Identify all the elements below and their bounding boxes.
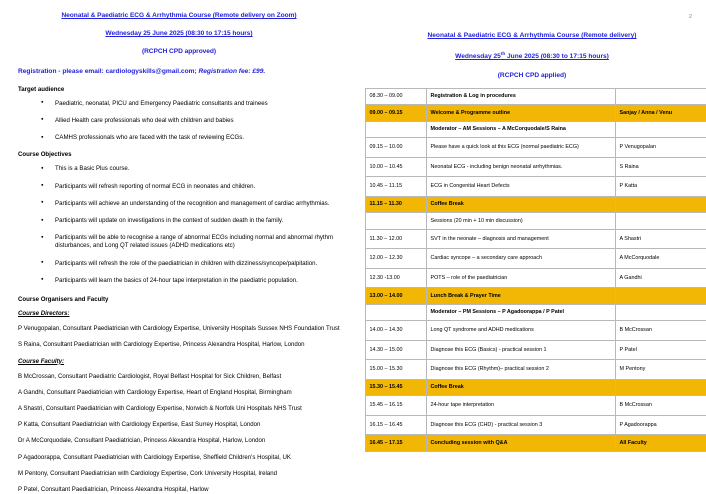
schedule-table	[365, 88, 706, 452]
cell-topic: Concluding session with Q&A	[427, 435, 616, 451]
cell-time: 08.30 – 09.00	[366, 88, 427, 104]
table-row	[366, 157, 706, 176]
list-item: ● CAMHS professionals who are faced with the task of reviewing ECGs.	[8, 134, 350, 142]
cell-time	[366, 304, 427, 320]
cell-time: 12.30 -13.00	[366, 268, 427, 287]
cell-topic: Long QT syndrome and ADHD medications	[427, 321, 616, 340]
faculty-line: A Gandhi, Consultant Paediatrician with Cardiology Expertise, Heart of England Hospital, Birmingham	[18, 389, 348, 397]
cell-speaker: All Faculty	[616, 435, 706, 451]
list-item: ● Participants will refresh reporting of normal ECG in neonates and children.	[8, 183, 350, 191]
list-item: ● Participants will achieve an understanding of the recognition and management of cardiac arrhythmias.	[8, 200, 350, 208]
faculty-line: B McCrossan, Consultant Paediatric Cardiologist, Royal Belfast Hospital for Sick Children, Belfast	[18, 373, 348, 381]
list-item: ● Participants will be able to recognise a range of abnormal ECGs including normal and abnormal rhythm disturbances, and Long QT related issues (ADHD medications etc)	[8, 234, 350, 250]
table-row	[366, 396, 706, 415]
date-ordinal-suffix: th	[501, 51, 505, 56]
course-date-left: Wednesday 25 June 2025 (08:30 to 17:15 hours)	[8, 30, 350, 38]
faculty-line: M Pentony, Consultant Paediatrician with Cardiology Expertise, Cork University Hospital, Ireland	[18, 470, 348, 478]
cell-time: 11.30 – 12.00	[366, 229, 427, 248]
cell-topic: Sessions (20 min + 10 min discussion)	[427, 213, 616, 229]
cell-topic: Diagnose this ECG (Basics) - practical session 1	[427, 340, 616, 359]
table-row	[366, 249, 706, 268]
list-item: ● This is a Basic Plus course.	[8, 165, 350, 173]
cell-topic: Please have a quick look at this ECG (normal paediatric ECG)	[427, 138, 616, 157]
page-number: 2	[689, 14, 692, 20]
course-date-right	[358, 51, 706, 61]
cpd-status-left: (RCPCH CPD approved)	[8, 48, 350, 56]
table-row	[366, 121, 706, 137]
cell-time	[366, 213, 427, 229]
registration-line	[18, 68, 350, 75]
list-item: ● Participants will learn the basics of 24-hour tape interpretation in the paediatric population.	[8, 277, 350, 285]
cell-topic: Neonatal ECG - including benign neonatal arrhythmias.	[427, 157, 616, 176]
target-audience-heading: Target audience	[18, 86, 350, 93]
faculty-line: P Katta, Consultant Paediatrician with Cardiology Expertise, East Surrey Hospital, London	[18, 421, 348, 429]
list-item: ● Participants will refresh the role of the paediatrician in children with dizziness/syncope/palpitation.	[8, 260, 350, 268]
faculty-line: P Venugopalan, Consultant Paediatrician with Cardiology Expertise, University Hospitals Sussex NHS Foundation Trust	[18, 325, 348, 333]
cell-speaker	[616, 288, 706, 304]
cell-topic: ECG in Congenital Heart Defects	[427, 177, 616, 196]
cell-time: 10.00 – 10.45	[366, 157, 427, 176]
table-row	[366, 321, 706, 340]
table-row	[366, 379, 706, 395]
cell-time: 16.15 – 16.45	[366, 415, 427, 434]
cell-topic: Registration & Log in procedures	[427, 88, 616, 104]
faculty-line: Dr A McCorquodale, Consultant Paediatrician, Princess Alexandra Hospital, Harlow, London	[18, 437, 348, 445]
table-row	[366, 268, 706, 287]
cell-time: 16.45 – 17.15	[366, 435, 427, 451]
cell-topic: Diagnose this ECG (CHD) - practical session 3	[427, 415, 616, 434]
list-item: ● Paediatric, neonatal, PICU and Emergency Paediatric consultants and trainees	[8, 100, 350, 108]
faculty-line: S Raina, Consultant Paediatrician with Cardiology Expertise, Princess Alexandra Hospital, Harlow, London	[18, 341, 348, 349]
cell-speaker	[616, 213, 706, 229]
faculty-line: P Agadoorappa, Consultant Paediatrician with Cardiology Expertise, Sheffield Children's Hospital, UK	[18, 454, 348, 462]
cell-time: 14.00 – 14.30	[366, 321, 427, 340]
right-column	[358, 0, 706, 491]
cell-speaker: A McCorquodale	[616, 249, 706, 268]
cell-speaker: P Patel	[616, 340, 706, 359]
cell-speaker: P Venugopalan	[616, 138, 706, 157]
cell-speaker: B McCrossan	[616, 396, 706, 415]
list-item: ● Allied Health care professionals who deal with children and babies	[8, 117, 350, 125]
table-row	[366, 288, 706, 304]
target-audience-list	[8, 100, 350, 143]
cell-speaker: P Agadoorappa	[616, 415, 706, 434]
cell-topic: Welcome & Programme outline	[427, 105, 616, 121]
table-row	[366, 229, 706, 248]
cell-time: 15.30 – 15.45	[366, 379, 427, 395]
course-directors-heading: Course Directors:	[18, 310, 350, 317]
registration-fee-text: Registration fee: £99.	[199, 68, 266, 75]
table-row	[366, 196, 706, 212]
organisers-heading: Course Organisers and Faculty	[18, 296, 350, 303]
cell-time: 14.30 – 15.00	[366, 340, 427, 359]
table-row	[366, 340, 706, 359]
cell-speaker: P Katta	[616, 177, 706, 196]
cell-speaker	[616, 196, 706, 212]
cell-speaker: M Pentony	[616, 360, 706, 379]
list-item: ● Participants will update on investigations in the context of sudden death in the family.	[8, 217, 350, 225]
table-row	[366, 360, 706, 379]
table-row	[366, 88, 706, 104]
schedule-table-body	[366, 88, 706, 451]
cell-topic: Coffee Break	[427, 196, 616, 212]
cell-topic: Lunch Break & Prayer Time	[427, 288, 616, 304]
table-row	[366, 415, 706, 434]
cell-time: 13.00 – 14.00	[366, 288, 427, 304]
faculty-line: A Shastri, Consultant Paediatrician with Cardiology Expertise, Norwich & Norfolk Uni Hospitals NHS Trust	[18, 405, 348, 413]
cell-topic: POTS – role of the paediatrician	[427, 268, 616, 287]
cell-time	[366, 121, 427, 137]
cell-topic: Coffee Break	[427, 379, 616, 395]
cell-topic: SVT in the neonate – diagnosis and management	[427, 229, 616, 248]
course-title-right: Neonatal & Paediatric ECG & Arrhythmia Course (Remote delivery)	[358, 32, 706, 40]
cell-time: 15.00 – 15.30	[366, 360, 427, 379]
date-suffix: June 2025 (08:30 to 17:15 hours)	[505, 53, 609, 60]
table-row	[366, 138, 706, 157]
cell-speaker: A Gandhi	[616, 268, 706, 287]
cell-topic: Diagnose this ECG (Rhythm)– practical session 2	[427, 360, 616, 379]
course-faculty-heading: Course Faculty:	[18, 358, 350, 365]
table-row	[366, 105, 706, 121]
cell-speaker: B McCrossan	[616, 321, 706, 340]
cell-time: 15.45 – 16.15	[366, 396, 427, 415]
cell-time: 12.00 – 12.30	[366, 249, 427, 268]
cell-speaker	[616, 304, 706, 320]
cell-speaker	[616, 379, 706, 395]
faculty-line: P Patel, Consultant Paediatrician, Princess Alexandra Hospital, Harlow	[18, 486, 348, 494]
registration-email-text: Registration - please email: cardiologyskills@gmail.com;	[18, 68, 199, 75]
cpd-status-right: (RCPCH CPD applied)	[358, 72, 706, 80]
cell-time: 11.15 – 11.30	[366, 196, 427, 212]
table-row	[366, 213, 706, 229]
cell-speaker: Sanjay / Anna / Venu	[616, 105, 706, 121]
cell-time: 10.45 – 11.15	[366, 177, 427, 196]
cell-speaker	[616, 88, 706, 104]
date-prefix: Wednesday 25	[455, 53, 501, 60]
cell-topic: Cardiac syncope – a secondary care approach	[427, 249, 616, 268]
course-objectives-list	[8, 165, 350, 285]
cell-speaker	[616, 121, 706, 137]
cell-topic: 24-hour tape interpretation	[427, 396, 616, 415]
course-title-left: Neonatal & Paediatric ECG & Arrhythmia Course (Remote delivery on Zoom)	[8, 12, 350, 20]
table-row	[366, 177, 706, 196]
table-row	[366, 435, 706, 451]
cell-time: 09.15 – 10.00	[366, 138, 427, 157]
cell-topic: Moderator – PM Sessions – P Agadoorappa / P Patel	[427, 304, 616, 320]
course-objectives-heading: Course Objectives	[18, 151, 350, 158]
table-row	[366, 304, 706, 320]
cell-speaker: A Shastri	[616, 229, 706, 248]
cell-time: 09.00 – 09.15	[366, 105, 427, 121]
cell-topic: Moderator – AM Sessions – A McCorquodale/S Raina	[427, 121, 616, 137]
cell-speaker: S Raina	[616, 157, 706, 176]
